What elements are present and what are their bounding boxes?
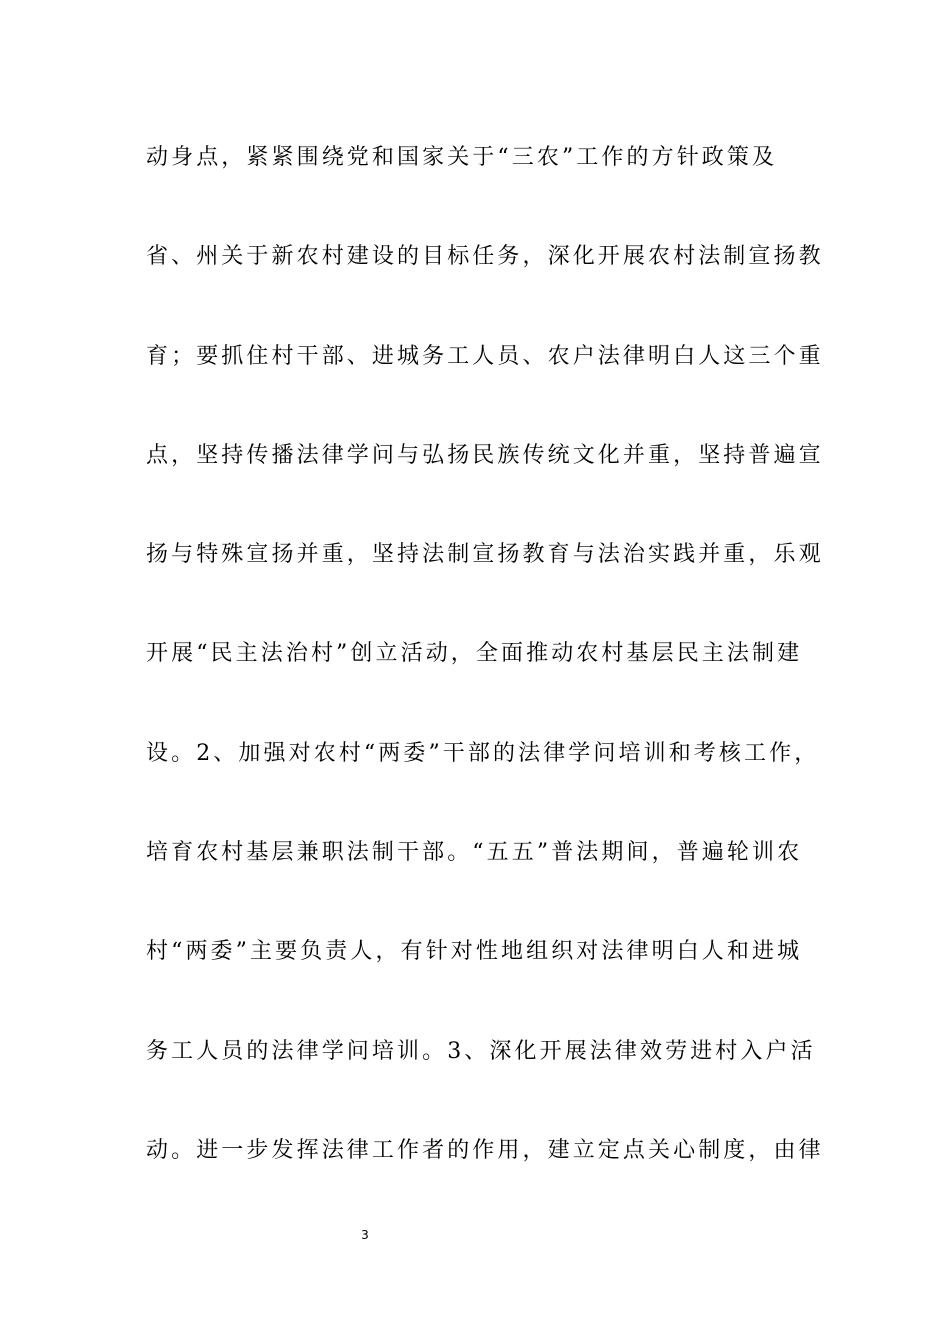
text-line: 动。进一步发挥法律工作者的作用，建立定点关心制度，由律	[146, 1137, 824, 1163]
text-line: 省、州关于新农村建设的目标任务，深化开展农村法制宣扬教	[146, 244, 824, 270]
text-line: 务工人员的法律学问培训。3、深化开展法律效劳进村入户活	[146, 1038, 816, 1064]
page-number: 3	[361, 1228, 369, 1242]
text-line: 育；要抓住村干部、进城务工人员、农户法律明白人这三个重	[146, 343, 824, 369]
text-line: 培育农村基层兼职法制干部。“五五”普法期间，普遍轮训农	[146, 840, 803, 866]
text-line: 开展“民主法治村”创立活动，全面推动农村基层民主法制建	[146, 641, 803, 667]
text-line: 村“两委”主要负责人，有针对性地组织对法律明白人和进城	[146, 939, 803, 965]
body-text	[146, 130, 824, 1222]
text-line: 设。2、加强对农村“两委”干部的法律学问培训和考核工作，	[146, 740, 820, 766]
text-line: 扬与特殊宣扬并重，坚持法制宣扬教育与法治实践并重，乐观	[146, 542, 824, 568]
text-line: 点，坚持传播法律学问与弘扬民族传统文化并重，坚持普遍宣	[146, 442, 824, 468]
text-line: 动身点，紧紧围绕党和国家关于“三农”工作的方针政策及	[146, 145, 778, 170]
